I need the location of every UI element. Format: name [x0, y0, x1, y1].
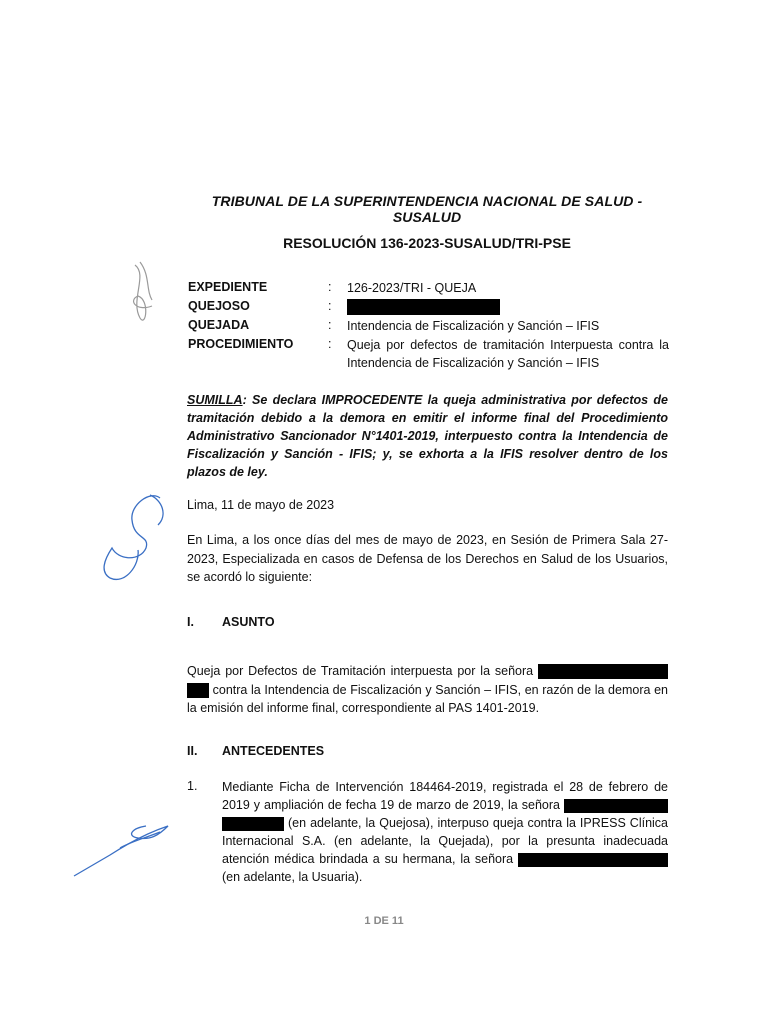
- procedimiento-value: Queja por defectos de tramitación Interpuesta contra la Intendencia de Fiscalización y Sanción – IFIS: [347, 338, 669, 370]
- quejoso-redaction: [347, 299, 500, 315]
- asunto-paragraph: [187, 662, 668, 718]
- procedimiento-label: PROCEDIMIENTO: [188, 337, 294, 351]
- quejoso-label: QUEJOSO: [188, 299, 250, 313]
- colon: :: [328, 337, 332, 351]
- sumilla-label: SUMILLA: [187, 393, 243, 407]
- expediente-label: EXPEDIENTE: [188, 280, 268, 294]
- item-1-text-c: (en adelante, la Usuaria).: [222, 870, 363, 884]
- section-1-number: I.: [187, 615, 194, 629]
- page-number: 1 DE 11: [364, 915, 404, 927]
- item-1-text-b: (en adelante, la Quejosa), interpuso queja contra la IPRESS Clínica Internacional S.A. (en adelante, la Quejada), por la presunta inadecuada atención médica brindada a su hermana, la señora: [222, 816, 668, 866]
- redaction-usuaria: [518, 853, 668, 867]
- redaction-name: [538, 664, 668, 679]
- colon: :: [328, 299, 332, 313]
- item-1-text-a: Mediante Ficha de Intervención 184464-2019, registrada el 28 de febrero de 2019 y ampliación de fecha 19 de marzo de 2019, la señora: [222, 780, 668, 812]
- asunto-text-start: Queja por Defectos de Tramitación interpuesta por la señora: [187, 664, 534, 678]
- colon: :: [328, 280, 332, 294]
- signature-2-icon: [104, 495, 163, 579]
- intro-paragraph: En Lima, a los once días del mes de mayo de 2023, en Sesión de Primera Sala 27-2023, Especializada en casos de Defensa de los Derechos en Salud de los Usuarios, se acordó lo siguiente:: [187, 533, 668, 584]
- date-line: Lima, 11 de mayo de 2023: [187, 498, 335, 512]
- signature-3-icon: [74, 826, 168, 876]
- asunto-text-end: contra la Intendencia de Fiscalización y Sanción – IFIS, en razón de la demora en la emisión del informe final, correspondiente al PAS 1401-2019.: [187, 682, 668, 715]
- quejada-label: QUEJADA: [188, 318, 250, 332]
- colon: :: [328, 318, 332, 332]
- section-1-title: ASUNTO: [222, 615, 275, 629]
- section-2-title: ANTECEDENTES: [222, 744, 325, 758]
- tribunal-title: TRIBUNAL DE LA SUPERINTENDENCIA NACIONAL DE SALUD - SUSALUD: [211, 193, 643, 225]
- resolution-number: RESOLUCIÓN 136-2023-SUSALUD/TRI-PSE: [283, 235, 571, 251]
- redaction-name-cont: [187, 683, 209, 698]
- section-2-number: II.: [187, 744, 198, 758]
- expediente-value: 126-2023/TRI - QUEJA: [347, 281, 477, 295]
- sumilla-paragraph: [187, 391, 668, 481]
- quejada-value: Intendencia de Fiscalización y Sanción – IFIS: [347, 319, 600, 333]
- item-1-number: 1.: [187, 779, 198, 793]
- redaction-quejosa: [564, 799, 668, 813]
- sumilla-text: : Se declara IMPROCEDENTE la queja administrativa por defectos de tramitación debido a la demora en emitir el informe final del Procedimiento Administrativo Sancionador N°1401-2019, interpuesto contra la Intendencia de Fiscalización y Sanción - IFIS; y, se exhorta a la IFIS resolver dentro de los plazos de ley.: [187, 393, 668, 479]
- signature-1-icon: [134, 262, 152, 320]
- item-1-paragraph: [222, 778, 668, 886]
- redaction-quejosa-cont: [222, 817, 284, 831]
